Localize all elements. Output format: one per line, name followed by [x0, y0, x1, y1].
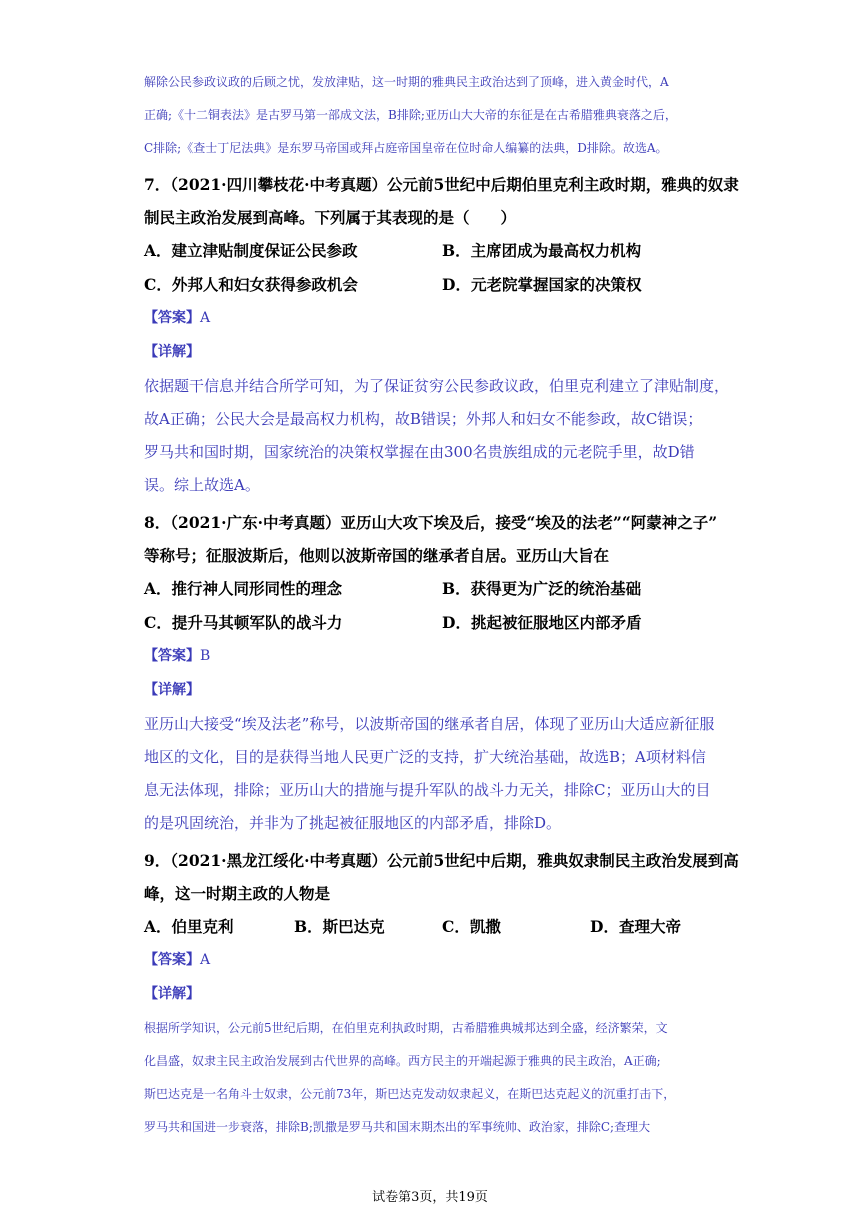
explanation-line: 息无法体现，排除；亚历山大的措施与提升军队的战斗力无关，排除C；亚历山大的目 — [144, 781, 711, 799]
explanation-line: C排除;《查士丁尼法典》是东罗马帝国或拜占庭帝国皇帝在位时命人编纂的法典，D排除。故选A。 — [144, 141, 668, 155]
explanation-line: 根据所学知识，公元前5世纪后期，在伯里克利执政时期，古希腊雅典城邦达到全盛，经济繁荣，文 — [144, 1021, 668, 1035]
question-7-answer — [144, 302, 210, 335]
question-8-detail-label: 【详解】 — [144, 682, 200, 698]
option-d: D．查理大帝 — [590, 917, 681, 936]
explanation-line: 正确;《十二铜表法》是古罗马第一部成文法，B排除;亚历山大大帝的东征是在古希腊雅典衰落之后， — [144, 108, 677, 122]
question-8-stem — [144, 506, 724, 572]
answer-value: B — [200, 648, 211, 664]
question-9-answer — [144, 944, 210, 977]
question-8-options-row-2 — [144, 606, 724, 639]
answer-label: 【答案】 — [144, 310, 200, 326]
intro-explanation — [144, 66, 724, 165]
option-d: D．元老院掌握国家的决策权 — [442, 275, 642, 294]
question-7-detail-label: 【详解】 — [144, 344, 200, 360]
question-text: 公元前5世纪中后期伯里克利主政时期，雅典的奴隶 — [386, 175, 739, 194]
option-a: A．推行神人同形同性的理念 — [144, 579, 343, 598]
option-d: D．挑起被征服地区内部矛盾 — [442, 613, 642, 632]
question-source: （2021·四川攀枝花·中考真题） — [170, 175, 387, 194]
answer-value: A — [200, 310, 211, 326]
option-b: B．主席团成为最高权力机构 — [442, 241, 642, 260]
question-7-options-row-2 — [144, 268, 724, 301]
question-9-explanation — [144, 1012, 724, 1144]
question-text: 等称号；征服波斯后，他则以波斯帝国的继承者自居。亚历山大旨在 — [144, 546, 610, 565]
option-c: C．提升马其顿军队的战斗力 — [144, 613, 343, 632]
question-number: 8． — [144, 513, 171, 532]
answer-label: 【答案】 — [144, 952, 200, 968]
page-footer: 试卷第3页，共19页 — [372, 1190, 488, 1205]
explanation-line: 解除公民参政议政的后顾之忧，发放津贴，这一时期的雅典民主政治达到了顶峰，进入黄金时代，A — [144, 75, 669, 89]
question-text: 制民主政治发展到高峰。下列属于其表现的是（ ） — [144, 208, 517, 227]
answer-label: 【答案】 — [144, 648, 200, 664]
option-c: C．外邦人和妇女获得参政机会 — [144, 275, 358, 294]
answer-value: A — [200, 952, 211, 968]
option-a: A．伯里克利 — [144, 917, 234, 936]
explanation-line: 化昌盛，奴隶主民主政治发展到古代世界的高峰。西方民主的开端起源于雅典的民主政治，A正确; — [144, 1054, 661, 1068]
question-9-options-row — [144, 910, 724, 943]
option-a: A．建立津贴制度保证公民参政 — [144, 241, 358, 260]
question-source: （2021·广东·中考真题） — [170, 513, 341, 532]
question-source: （2021·黑龙江绥化·中考真题） — [170, 851, 387, 870]
explanation-line: 亚历山大接受“埃及法老”称号，以波斯帝国的继承者自居，体现了亚历山大适应新征服 — [144, 715, 715, 733]
question-number: 9． — [144, 851, 171, 870]
question-8-answer — [144, 640, 210, 673]
explanation-line: 斯巴达克是一名角斗士奴隶，公元前73年，斯巴达克发动奴隶起义，在斯巴达克起义的沉重打击下， — [144, 1087, 676, 1101]
explanation-line: 误。综上故选A。 — [144, 476, 260, 494]
question-text: 峰，这一时期主政的人物是 — [144, 884, 331, 903]
question-7-options-row-1 — [144, 234, 724, 267]
question-number: 7． — [144, 175, 171, 194]
explanation-line: 罗马共和国时期，国家统治的决策权掌握在由300名贵族组成的元老院手里，故D错 — [144, 443, 695, 461]
question-7-stem — [144, 168, 739, 234]
explanation-line: 的是巩固统治，并非为了挑起被征服地区的内部矛盾，排除D。 — [144, 814, 562, 832]
explanation-line: 依据题干信息并结合所学可知，为了保证贫穷公民参政议政，伯里克利建立了津贴制度， — [144, 377, 730, 395]
option-c: C．凯撒 — [442, 917, 501, 936]
question-text: 亚历山大攻下埃及后，接受“埃及的法老”“阿蒙神之子” — [340, 513, 718, 532]
explanation-line: 故A正确；公民大会是最高权力机构，故B错误；外邦人和妇女不能参政，故C错误； — [144, 410, 703, 428]
question-9-stem — [144, 844, 739, 910]
question-7-explanation — [144, 370, 730, 502]
question-9-detail-label: 【详解】 — [144, 986, 200, 1002]
question-8-options-row-1 — [144, 572, 724, 605]
question-text: 公元前5世纪中后期，雅典奴隶制民主政治发展到高 — [386, 851, 739, 870]
explanation-line: 罗马共和国进一步衰落，排除B;凯撒是罗马共和国末期杰出的军事统帅、政治家，排除C;查理大 — [144, 1120, 651, 1134]
explanation-line: 地区的文化，目的是获得当地人民更广泛的支持，扩大统治基础，故选B；A项材料信 — [144, 748, 706, 766]
option-b: B．获得更为广泛的统治基础 — [442, 579, 642, 598]
question-8-explanation — [144, 708, 724, 840]
option-b: B．斯巴达克 — [294, 917, 385, 936]
